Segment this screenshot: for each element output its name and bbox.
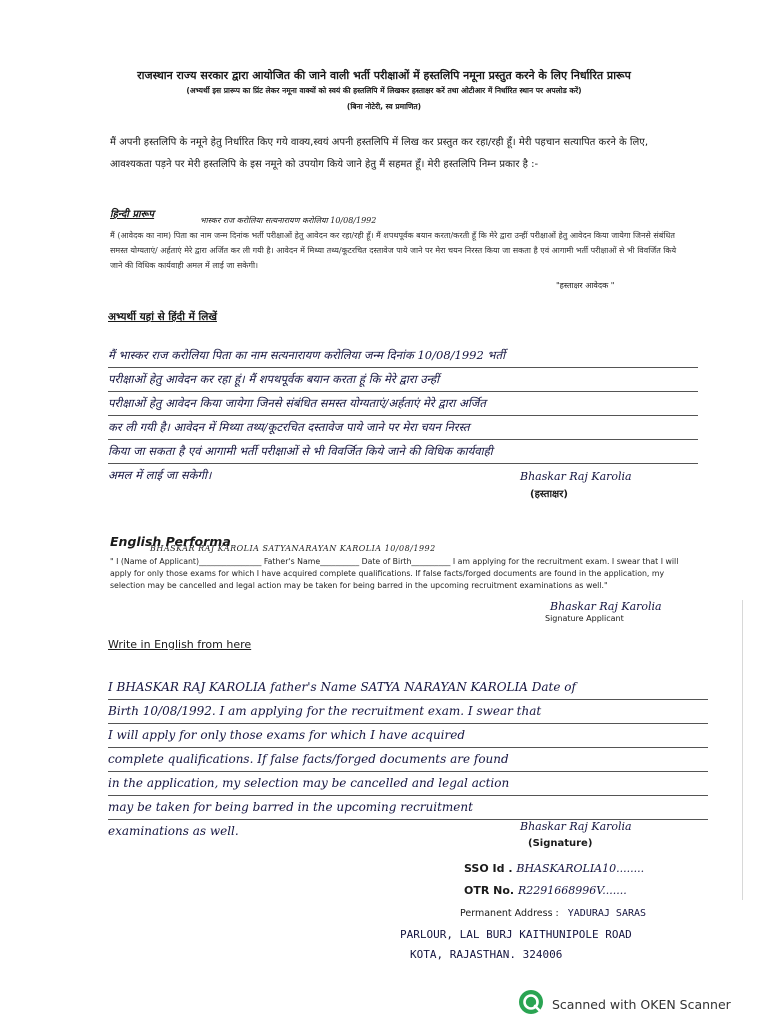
hindi-signature-caption: (हस्ताक्षर) [530, 489, 568, 500]
scanner-watermark [518, 989, 731, 1019]
hindi-proforma-body: मैं (आवेदक का नाम) पिता का नाम जन्म दिनांक भर्ती परीक्षाओं हेतु आवेदन कर रहा/रही हूँ। मैं शपथपूर्वक बयान करता/करती हूँ कि मेरे द्वारा उन्हीं परीक्षाओं हेतु आवेदन किया जायेगा जिनसे संबंधित समस्त योग्यताएं/ अर्हताएं मेरे द्वारा अर्जित कर ली गयी है। आवेदन में मिथ्या तथ्य/कूटरचित दस्तावेज पाये जाने पर मेरा चयन निरस्त किया जा सकता है एवं आगामी भर्ती परीक्षाओं से भी विवर्जित किये जाने की विधिक कार्यवाही अमल में लाई जा सकेगी। [110, 231, 677, 270]
sso-id-value: BHASKAROLIA10........ [516, 862, 645, 875]
address-line-3: KOTA, RAJASTHAN. 324006 [410, 948, 563, 961]
handwritten-line: may be taken for being barred in the upcoming recruitment [108, 796, 708, 820]
handwritten-line: किया जा सकता है एवं आगामी भर्ती परीक्षाओं से भी विवर्जित किये जाने की विधिक कार्यवाही [108, 440, 698, 464]
english-proforma-filled-line: BHASKAR RAJ KAROLIA SATYANARAYAN KAROLIA 10/08/1992 [150, 544, 436, 553]
handwritten-line: Birth 10/08/1992. I am applying for the recruitment exam. I swear that [108, 700, 708, 724]
handwritten-line: कर ली गयी है। आवेदन में मिथ्या तथ्य/कूटरचित दस्तावेज पाये जाने पर मेरा चयन निरस्त [108, 416, 698, 440]
intro-paragraph: मैं अपनी हस्तलिपि के नमूने हेतु निर्धारित किए गये वाक्य,स्वयं अपनी हस्तलिपि में लिख कर प्रस्तुत कर रहा/रही हूँ। मेरी पहचान सत्यापित करने के लिए, आवश्यकता पड़ने पर मेरी हस्तलिपि के इस नमूने को उपयोग किये जाने हेतु मैं सहमत हूँ। मेरी हस्तलिपि निम्न प्रकार है :- [110, 137, 648, 170]
handwritten-line: परीक्षाओं हेतु आवेदन किया जायेगा जिनसे संबंधित समस्त योग्यताएं/अर्हताएं मेरे द्वारा अर्जित [108, 392, 698, 416]
permanent-address-label: Permanent Address : [460, 908, 559, 919]
hindi-proforma-filled-line: भास्कर राज करोलिया सत्यनारायण करोलिया 10/08/1992 [200, 216, 377, 225]
hindi-proforma-heading: हिन्दी प्रारूप [110, 209, 155, 220]
otr-no-field [464, 884, 627, 897]
handwritten-line: examinations as well. [108, 824, 239, 838]
hindi-proforma-text [110, 213, 685, 273]
handwritten-line: अमल में लाई जा सकेगी। [108, 468, 212, 482]
form-note: (बिना नोटेरी, स्व प्रमाणित) [346, 102, 422, 111]
scan-edge-line [742, 600, 743, 900]
handwritten-line: परीक्षाओं हेतु आवेदन कर रहा हूं। मैं शपथपूर्वक बयान करता हूं कि मेरे द्वारा उन्हीं [108, 368, 698, 392]
candidate-english-text [108, 676, 708, 843]
english-proforma-heading: English Performa [110, 534, 231, 549]
form-subtitle: (अभ्यर्थी इस प्रारूप का प्रिंट लेकर नमूना वाक्यों को स्वयं की हस्तलिपि में लिखकर हस्ताक्षर करें तथा ओटीआर में निर्धारित स्थान पर अपलोड करें) [186, 86, 582, 95]
sso-id-field [464, 862, 644, 875]
handwritten-line: मैं भास्कर राज करोलिया पिता का नाम सत्यनारायण करोलिया जन्म दिनांक 10/08/1992 भर्ती [108, 344, 698, 368]
english-proforma-signature: Bhaskar Raj Karolia [550, 600, 662, 613]
candidate-english-heading: Write in English from here [108, 638, 252, 651]
handwritten-line: I will apply for only those exams for which I have acquired [108, 724, 708, 748]
candidate-hindi-text [108, 344, 698, 487]
english-proforma-signature-caption: Signature Applicant [545, 614, 624, 623]
address-line-2: PARLOUR, LAL BURJ KAITHUNIPOLE ROAD [400, 928, 632, 941]
permanent-address-field [460, 908, 646, 919]
hindi-signature: Bhaskar Raj Karolia [520, 470, 632, 483]
candidate-hindi-heading: अभ्यर्थी यहां से हिंदी में लिखें [108, 311, 217, 323]
scanner-watermark-text: Scanned with OKEN Scanner [552, 996, 731, 1012]
address-line-1: YADURAJ SARAS [567, 908, 647, 919]
english-signature: Bhaskar Raj Karolia [520, 820, 632, 833]
handwritten-line: in the application, my selection may be cancelled and legal action [108, 772, 708, 796]
oken-scanner-logo-icon [518, 989, 544, 1019]
otr-no-value: R2291668996V....... [517, 884, 627, 897]
hindi-signature-label: "हस्ताक्षर आवेदक " [556, 281, 615, 290]
otr-no-label: OTR No. [464, 884, 515, 897]
english-signature-caption: (Signature) [528, 838, 593, 849]
english-proforma-text: " I (Name of Applicant)________________ Father's Name__________ Date of Birth__________ I am applying for the recruitment exam. I swear that I will apply for only those exams for which I have acquired complete qualifications. If false facts/forged documents are found in the application, my selection may be cancelled and legal action may be taken for being barred in the upcoming recruitment examinations as well." [110, 557, 679, 590]
handwritten-line: complete qualifications. If false facts/forged documents are found [108, 748, 708, 772]
sso-id-label: SSO Id . [464, 862, 513, 875]
handwritten-line: I BHASKAR RAJ KAROLIA father's Name SATYA NARAYAN KAROLIA Date of [108, 676, 708, 700]
form-title: राजस्थान राज्य सरकार द्वारा आयोजित की जाने वाली भर्ती परीक्षाओं में हस्तलिपि नमूना प्रस्तुत करने के लिए निर्धारित प्रारूप [137, 69, 631, 82]
